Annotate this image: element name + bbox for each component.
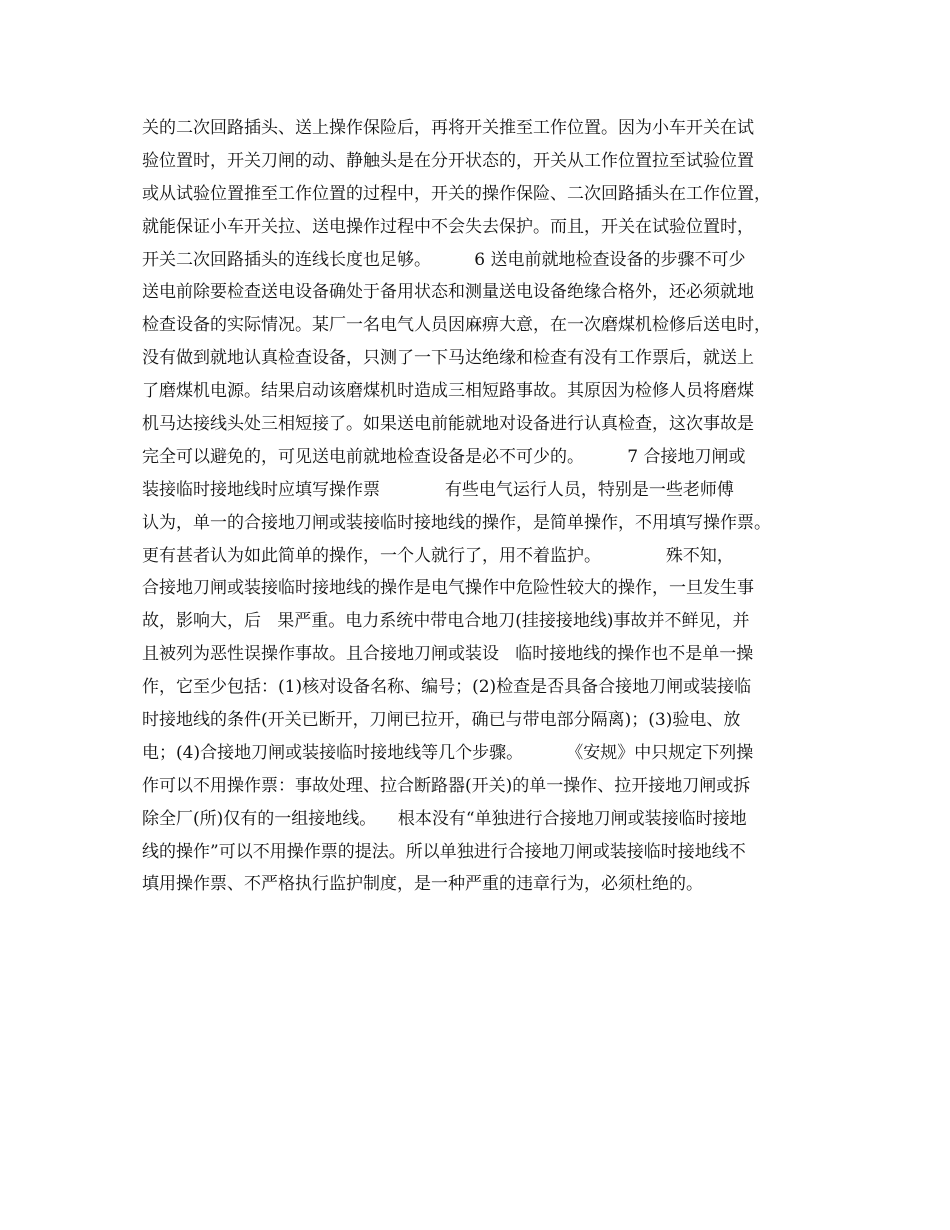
text-line: 检查设备的实际情况。某厂一名电气人员因麻痹大意，在一次磨煤机检修后送电时， <box>142 315 771 336</box>
text-line: 认为，单一的合接地刀闸或装接临时接地线的操作，是简单操作，不用填写操作票。 <box>142 512 771 533</box>
text-line: 送电前除要检查送电设备确处于备用状态和测量送电设备绝缘合格外，还必须就地 <box>142 282 754 303</box>
body-text <box>142 112 832 901</box>
text-line: 除全厂(所)仅有的一组接地线。 根本没有“单独进行合接地刀闸或装接临时接地 <box>142 808 747 829</box>
text-line: 故，影响大，后 果严重。电力系统中带电合地刀(挂接接地线)事故并不鲜见，并 <box>142 611 750 632</box>
text-line: 就能保证小车开关拉、送电操作过程中不会失去保护。而且，开关在试验位置时， <box>142 216 754 237</box>
text-line: 或从试验位置推至工作位置的过程中，开关的操作保险、二次回路插头在工作位置， <box>142 183 771 204</box>
text-line: 合接地刀闸或装接临时接地线的操作是电气操作中危险性较大的操作，一旦发生事 <box>142 578 754 599</box>
text-line: 时接地线的条件(开关已断开，刀闸已拉开，确已与带电部分隔离)；(3)验电、放 <box>142 710 741 731</box>
text-line: 完全可以避免的，可见送电前就地检查设备是必不可少的。 7 合接地刀闸或 <box>142 446 746 467</box>
text-line: 线的操作”可以不用操作票的提法。所以单独进行合接地刀闸或装接临时接地线不 <box>142 841 746 862</box>
text-line: 没有做到就地认真检查设备，只测了一下马达绝缘和检查有没有工作票后，就送上 <box>142 348 754 369</box>
text-line: 开关二次回路插头的连线长度也足够。 6 送电前就地检查设备的步骤不可少 <box>142 249 746 270</box>
text-line: 作，它至少包括：(1)核对设备名称、编号；(2)检查是否具备合接地刀闸或装接临 <box>142 677 752 698</box>
text-line: 填用操作票、不严格执行监护制度，是一种严重的违章行为，必须杜绝的。 <box>142 874 703 895</box>
text-line: 关的二次回路插头、送上操作保险后，再将开关推至工作位置。因为小车开关在试 <box>142 118 754 138</box>
text-line: 机马达接线头处三相短接了。如果送电前能就地对设备进行认真检查，这次事故是 <box>142 414 754 435</box>
text-line: 更有甚者认为如此简单的操作，一个人就行了，用不着监护。 殊不知， <box>142 545 734 566</box>
text-line: 了磨煤机电源。结果启动该磨煤机时造成三相短路事故。其原因为检修人员将磨煤 <box>142 381 754 402</box>
text-line: 验位置时，开关刀闸的动、静触头是在分开状态的，开关从工作位置拉至试验位置 <box>142 150 754 171</box>
text-line: 且被列为恶性误操作事故。且合接地刀闸或装设 临时接地线的操作也不是单一操 <box>142 644 754 665</box>
text-line: 装接临时接地线时应填写操作票 有些电气运行人员，特别是一些老师傅 <box>142 479 734 500</box>
text-line: 电；(4)合接地刀闸或装接临时接地线等几个步骤。 《安规》中只规定下列操 <box>142 742 754 763</box>
text-line: 作可以不用操作票：事故处理、拉合断路器(开关)的单一操作、拉开接地刀闸或拆 <box>142 775 751 796</box>
